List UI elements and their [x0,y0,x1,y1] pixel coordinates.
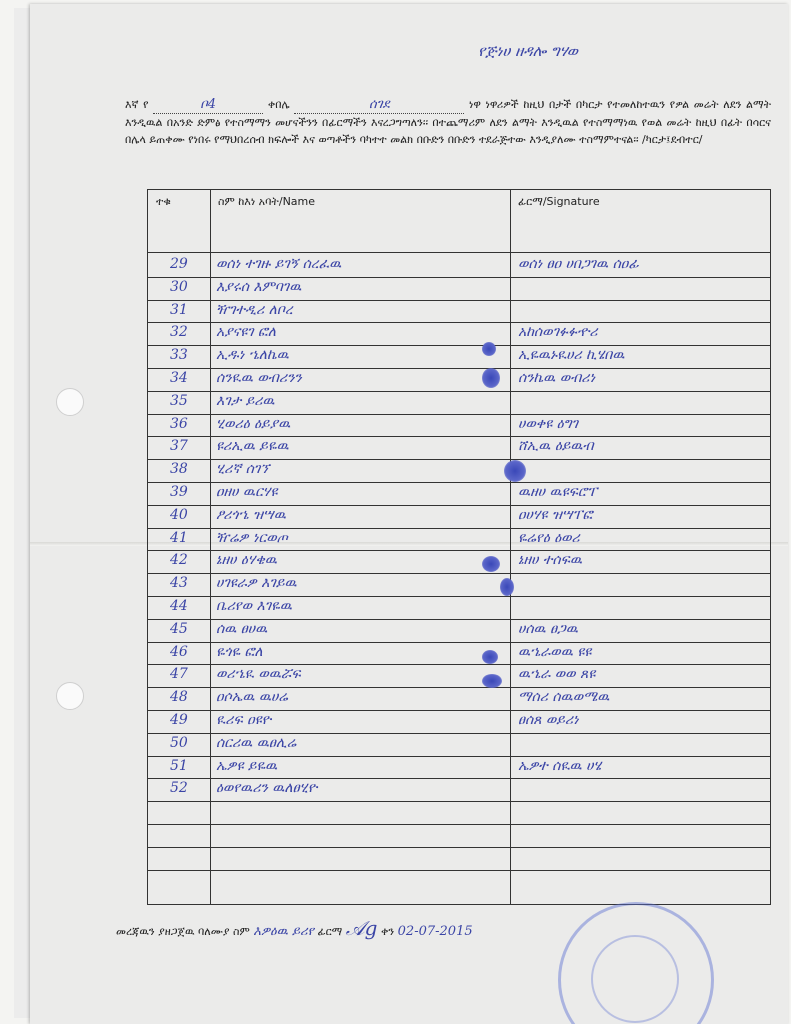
row-signature: ኢዬዉኑዪሀሪ ኪሄበዉ [518,347,625,364]
row-name: ዪሪፍ ዐዩዮ [216,712,272,728]
row-name: እገታ ይሪዉ [216,392,275,409]
thumbprint [482,650,498,664]
row-number: 51 [170,757,188,774]
row-name: ሂሪኛ ሰገኘ [216,461,270,478]
table-row [148,642,770,664]
row-signature: ዬሬየዕ ዕወሪ [518,529,580,546]
table-row [148,345,770,367]
row-number: 42 [170,552,188,569]
row-number: 50 [170,734,188,751]
table-row [148,664,770,686]
footer-sign-label: ፊርማ [317,925,343,938]
row-signature: ዉኄራወዉ ዩዩ [518,643,592,660]
row-number: 45 [170,620,188,637]
table-row [148,505,770,527]
row-number: 38 [170,461,188,478]
table-row [148,528,770,550]
table-row [148,459,770,481]
row-number: 31 [170,301,188,318]
office-stamp-inner [591,935,679,1023]
village-name-blank: ሰገደ [294,96,464,114]
table-row [148,824,770,846]
row-name: ቤሪየወ እገዬዉ [216,598,292,614]
row-name: ወሪኄዪ ወዉሯፍ [216,666,301,683]
handwritten-top-note: የጅነሀ ዘዳሎ ግሃወ [478,42,578,60]
row-number: 41 [170,529,188,546]
row-name: ዬጎዬ ፎለ [216,643,263,660]
row-number: 33 [170,347,188,364]
row-number: 52 [170,780,188,797]
row-name: ዥሬዎ ነርወጦ [216,529,288,546]
header-signature: ፊርማ/Signature [518,195,600,208]
thumbprint [482,368,500,388]
punch-hole [56,388,84,416]
table-row [148,710,770,732]
row-signature: ዉዘሀ ዉዩፍሮፐ [518,484,598,500]
table-row [148,687,770,709]
row-name: ዥገተዲሪ ለቦረ [216,301,293,318]
row-number: 39 [170,484,188,500]
row-signature: አከሰወገፉፉዯሪ [518,324,598,341]
table-row [148,550,770,572]
row-name: ኤዎዩ ይዬዉ [216,757,278,774]
footer-date: 02-07-2015 [397,924,473,939]
row-name: ፆሪጎኄ ዝሣዉ [216,506,286,523]
declaration-prefix: እኛ የ [125,98,149,111]
row-signature: ወሰነ ፀዐ ሀበጋገዉ ሰዐፊ [518,256,639,272]
header-rule [148,252,770,253]
row-signature: ዉኄራ ወወ ጸዩ [518,666,596,683]
row-name: ሰርሪዉ ዉፀሊሬ [216,734,297,751]
row-name: ሰዉ ፀሀዉ [216,620,268,637]
footer-preparer-label: መረጃዉን ያዘጋጀዉ ባለሙያ ስም [116,925,250,938]
header-name: ስም ከእነ አባት/Name [218,195,316,208]
row-rule [148,870,770,871]
row-name: ዐዘሀ ዉርሃዩ [216,484,278,500]
row-signature: ሀሰዉ ፀጋዉ [518,620,578,637]
row-signature: ሸኢዉ ዕይዉብ [518,438,594,455]
row-name: ሂወሪዕ ዕይያዉ [216,415,291,432]
row-number: 49 [170,712,188,728]
thumbprint [482,556,500,572]
table-row [148,368,770,390]
row-name: ሀገዩራዎ እገይዉ [216,575,297,592]
table-row [148,756,770,778]
row-name: ዐሶኤዉ ዉሀሬ [216,689,288,706]
table-row [148,847,770,869]
row-name: ወሰነ ተገዙ ይገኝ ሰረፈዉ [216,256,342,272]
table-row [148,391,770,413]
header-number: ተቁ [156,195,171,208]
table-row [148,300,770,322]
row-number: 48 [170,689,188,706]
row-number: 40 [170,506,188,523]
table-row [148,277,770,299]
kebele-name-blank: ቦ4 [153,96,263,114]
table-row [148,573,770,595]
thumbprint [482,674,502,688]
footer-line [116,916,473,940]
row-name: አያናዩገ ፎለ [216,324,276,341]
kebele-label: ቀበሌ [267,98,290,111]
row-number: 32 [170,324,188,341]
table-row [148,733,770,755]
row-signature: ፀሰጸ ወይሪነ [518,712,579,728]
thumbprint [504,460,526,482]
row-name: ዕወየዉሪን ዉለፀሂዮ [216,780,318,797]
table-row [148,436,770,458]
thumbprint [482,342,496,356]
row-number: 37 [170,438,188,455]
row-number: 29 [170,256,188,272]
preparer-signature-icon: 𝒜𝑔 [345,916,378,940]
row-signature: ኤዎተ ሰዪዉ ሀሄ [518,757,602,774]
row-name: ኢዱነ ኄለኬዉ [216,347,289,364]
footer-preparer-name: እዎዕዉ ይሪየ [253,924,314,939]
table-row [148,482,770,504]
table-row [148,596,770,618]
row-signature: ማሰሪ ሰዉወሜዉ [518,689,610,706]
row-name: እያሩሰ እምባገዉ [216,278,302,295]
thumbprint [500,578,514,596]
row-signature: ኔዘሀ ተሰፍዉ [518,552,582,569]
table-row [148,778,770,800]
footer-date-label: ቀን [381,925,395,938]
signature-table [147,189,771,905]
document-page [30,4,788,1024]
office-stamp-icon [558,902,714,1024]
row-number: 36 [170,415,188,432]
row-name: ሰንዪዉ ወብሪንን [216,370,302,386]
punch-hole [56,682,84,710]
declaration-body: ነዋ ነዋሪዎች ከዚህ በታች በካርታ የተመለከተዉን የዎል መሬት ለደን ልማት እንዲዉል በአንድ ድምፅ የተስማማን መሆናችንን በፊርማችን እናረጋግጣለን፡፡ በተጨማሪም ለደን ልማት እንዲዉል የተስማማነዉ የወል መሬት ከዚህ በፊት በሳርና በሌላ ይጠቀሙ የነበሩ የማህበረሰብ ክፍሎች እና ወጣቶችን ባካተተ መልክ በቡድን በቡድን ተደራጅተው እንዲያለሙ ተስማምተናል፡፡ /ካርታ፤ደብተር/ [125,98,772,146]
row-number: 47 [170,666,188,683]
table-row [148,322,770,344]
row-number: 46 [170,643,188,660]
row-signature: ሀወቀዩ ዕግገ [518,415,579,432]
table-row [148,619,770,641]
row-signature: ዐሀሃዩ ዝሣፐፎ [518,506,593,523]
table-row [148,254,770,276]
row-number: 43 [170,575,188,592]
row-number: 34 [170,370,188,386]
row-number: 44 [170,598,188,614]
table-row [148,801,770,823]
row-number: 30 [170,278,188,295]
row-name: ኔዘሀ ዕሃቄዉ [216,552,277,569]
row-number: 35 [170,392,188,409]
row-signature: ሰንኬዉ ወብሪነ [518,370,596,386]
declaration-text [125,96,771,148]
row-name: ዩሪኢዉ ይዬዉ [216,438,289,455]
table-row [148,414,770,436]
